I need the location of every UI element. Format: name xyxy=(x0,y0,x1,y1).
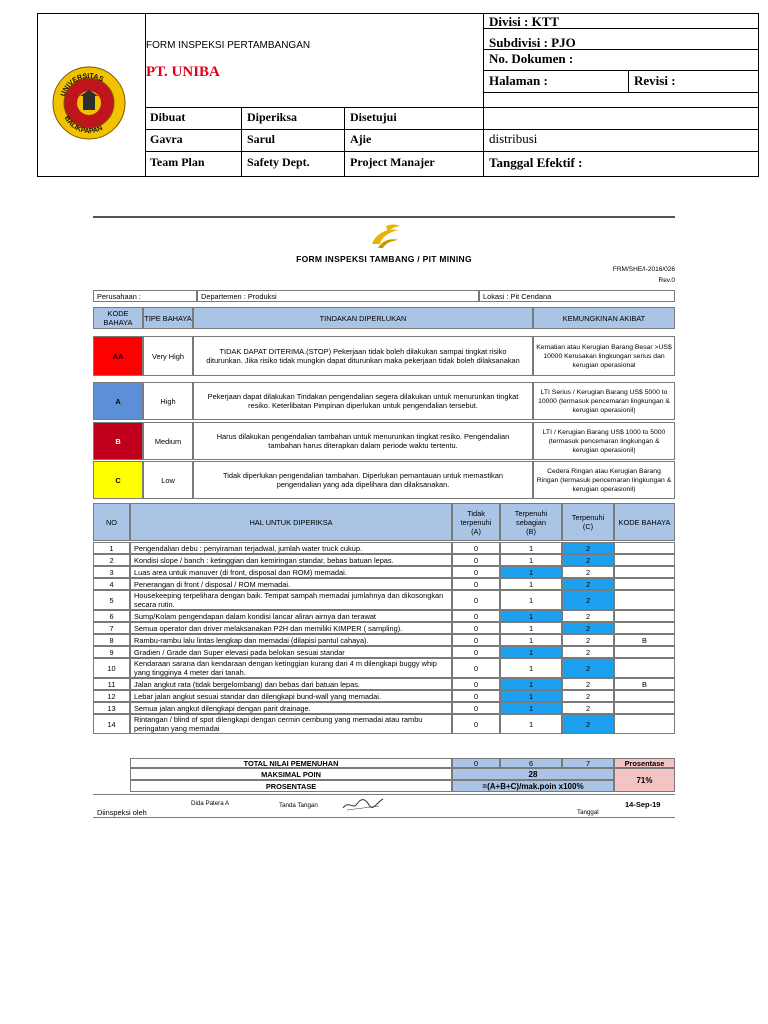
item-text: Housekeeping terpelihara dengan baik. Tempat sampah memadai jumlahnya dan dikosongkan secara rutin. xyxy=(130,590,452,610)
item-text: Semua operator dan driver melaksanakan P2H dan memiliki KIMPER ( sampling). xyxy=(130,622,452,634)
item-text: Rintangan / blind of spot dilengkapi dengan cermin cembung yang memadai atau rambu peringatan yang memadai xyxy=(130,714,452,734)
signature-label: Tanda Tangan xyxy=(279,802,318,809)
item-score-a: 0 xyxy=(452,590,500,610)
item-kode xyxy=(614,610,675,622)
item-score-b: 1 xyxy=(500,702,562,714)
inspector-name: Dida Patera A xyxy=(191,800,230,807)
item-score-c: 2 xyxy=(562,690,614,702)
item-score-b: 1 xyxy=(500,714,562,734)
item-score-b: 1 xyxy=(500,646,562,658)
item-score-b: 1 xyxy=(500,610,562,622)
item-no: 4 xyxy=(93,578,130,590)
item-score-c: 2 xyxy=(562,566,614,578)
item-score-c: 2 xyxy=(562,714,614,734)
table-header-no: NO xyxy=(93,503,130,541)
table-header-b: Terpenuhi sebagian (B) xyxy=(500,503,562,541)
item-kode xyxy=(614,590,675,610)
item-score-c: 2 xyxy=(562,622,614,634)
university-logo xyxy=(52,66,126,140)
divisi: Divisi : KTT xyxy=(489,14,560,29)
risk-action: Harus dilakukan pengendalian tambahan untuk menurunkan tingkat resiko. Pengendalian tambahan harus diterapkan dalam periode waktu tertentu. xyxy=(193,422,533,460)
no-dokumen: No. Dokumen : xyxy=(489,51,574,66)
risk-action: TIDAK DAPAT DITERIMA.(STOP) Pekerjaan tidak boleh dilakukan sampai tingkat risiko diturunkan. Jika risiko tidak mungkin dapat diturunkan maka pekerjaan tidak boleh dilaksanakan xyxy=(193,336,533,376)
item-kode xyxy=(614,542,675,554)
item-no: 7 xyxy=(93,622,130,634)
item-score-c: 2 xyxy=(562,634,614,646)
risk-header-tipe: TIPE BAHAYA xyxy=(143,307,193,329)
distribusi: distribusi xyxy=(489,131,538,146)
tanggal-label: Tanggal xyxy=(577,809,599,816)
item-score-c: 2 xyxy=(562,658,614,678)
prosentase-value: 71% xyxy=(614,768,675,792)
item-kode xyxy=(614,702,675,714)
item-text: Jalan angkut rata (tidak bergelombang) dan bebas dari batuan lepas. xyxy=(130,678,452,690)
risk-code: B xyxy=(93,422,143,460)
item-kode xyxy=(614,690,675,702)
doc-code: FRM/SHE/I-2016/026 xyxy=(612,266,675,273)
approval-header-dibuat: Dibuat xyxy=(150,110,186,124)
item-kode: B xyxy=(614,678,675,690)
document-header xyxy=(37,13,759,177)
max-value: 28 xyxy=(452,768,614,780)
item-score-a: 0 xyxy=(452,610,500,622)
item-no: 10 xyxy=(93,658,130,678)
item-score-b: 1 xyxy=(500,590,562,610)
item-score-a: 0 xyxy=(452,690,500,702)
total-b: 6 xyxy=(500,758,562,768)
item-score-b: 1 xyxy=(500,566,562,578)
revisi: Revisi : xyxy=(634,73,676,88)
risk-consequence: LTI / Kerugian Barang US$ 1000 to 5000 (termasuk pencemaran lingkungan & kerugian operasionil) xyxy=(533,422,675,460)
item-score-c: 2 xyxy=(562,610,614,622)
item-text: Kendaraan sarana dan kendaraan dengan ketinggian kurang dari 4 m dilengkapi buggy whip yang tingginya 4 meter dari tanah. xyxy=(130,658,452,678)
inspection-date: 14-Sep-19 xyxy=(625,800,661,809)
item-text: Gradien / Grade dan Super elevasi pada belokan sesuai standar xyxy=(130,646,452,658)
item-kode: B xyxy=(614,634,675,646)
item-score-c: 2 xyxy=(562,702,614,714)
item-score-b: 1 xyxy=(500,578,562,590)
form-heading: FORM INSPEKSI TAMBANG / PIT MINING xyxy=(296,254,472,264)
form-title: FORM INSPEKSI PERTAMBANGAN xyxy=(146,40,311,51)
item-score-b: 1 xyxy=(500,622,562,634)
halaman: Halaman : xyxy=(489,73,548,88)
risk-type: High xyxy=(143,382,193,420)
item-text: Sump/Kolam pengendapan dalam kondisi lancar aliran airnya dan terawat xyxy=(130,610,452,622)
item-score-b: 1 xyxy=(500,658,562,678)
item-no: 9 xyxy=(93,646,130,658)
table-header-a: Tidak terpenuhi (A) xyxy=(452,503,500,541)
approval-name-diperiksa: Sarul xyxy=(247,132,276,146)
item-text: Penerangan di front / disposal / ROM memadai. xyxy=(130,578,452,590)
item-score-a: 0 xyxy=(452,678,500,690)
approval-role-diperiksa: Safety Dept. xyxy=(247,155,310,169)
signature-mark xyxy=(341,796,385,817)
max-label: MAKSIMAL POIN xyxy=(130,768,452,780)
pct-formula: =(A+B+C)/mak.poin x100% xyxy=(452,780,614,792)
pct-label: PROSENTASE xyxy=(130,780,452,792)
item-text: Lebar jalan angkut sesuai standar dan dilengkapi bund-wall yang memadai. xyxy=(130,690,452,702)
item-score-a: 0 xyxy=(452,542,500,554)
risk-code: AA xyxy=(93,336,143,376)
item-kode xyxy=(614,578,675,590)
table-header-item: HAL UNTUK DIPERIKSA xyxy=(130,503,452,541)
risk-header-kode: KODE BAHAYA xyxy=(93,307,143,329)
inspection-form xyxy=(93,216,675,818)
item-score-a: 0 xyxy=(452,702,500,714)
approval-role-disetujui: Project Manajer xyxy=(350,155,435,169)
item-kode xyxy=(614,658,675,678)
item-score-b: 1 xyxy=(500,542,562,554)
item-no: 2 xyxy=(93,554,130,566)
item-text: Kondisi slope / banch : ketinggian dan kemiringan standar, bebas batuan lepas. xyxy=(130,554,452,566)
approval-name-disetujui: Ajie xyxy=(350,132,372,146)
item-score-b: 1 xyxy=(500,554,562,566)
risk-consequence: LTI Serius / Kerugian Barang US$ 5000 to 10000 (termasuk pencemaran lingkungan & kerugian operasionil) xyxy=(533,382,675,420)
item-no: 1 xyxy=(93,542,130,554)
total-label: TOTAL NILAI PEMENUHAN xyxy=(130,758,452,768)
risk-type: Medium xyxy=(143,422,193,460)
approval-name-dibuat: Gavra xyxy=(150,132,183,146)
item-text: Rambu-rambu lalu lintas lengkap dan memadai (dilapisi pantul cahaya). xyxy=(130,634,452,646)
item-score-a: 0 xyxy=(452,578,500,590)
item-score-a: 0 xyxy=(452,622,500,634)
item-text: Pengendalian debu : penyiraman terjadwal, jumlah water truck cukup. xyxy=(130,542,452,554)
item-score-a: 0 xyxy=(452,634,500,646)
perusahaan-field: Perusahaan : xyxy=(93,290,197,302)
risk-code: C xyxy=(93,461,143,499)
tanggal-efektif: Tanggal Efektif : xyxy=(489,155,583,170)
total-c: 7 xyxy=(562,758,614,768)
item-score-b: 1 xyxy=(500,690,562,702)
item-score-c: 2 xyxy=(562,590,614,610)
risk-action: Tidak diperlukan pengendalian tambahan. Diperlukan pemantauan untuk memastikan pengendalian yang ada dipelihara dan dilaksanakan. xyxy=(193,461,533,499)
table-header-c: Terpenuhi (C) xyxy=(562,503,614,541)
departemen-field: Departemen : Produksi xyxy=(197,290,479,302)
item-no: 12 xyxy=(93,690,130,702)
item-no: 6 xyxy=(93,610,130,622)
item-text: Semua jalan angkut dilengkapi dengan parit drainage. xyxy=(130,702,452,714)
item-no: 11 xyxy=(93,678,130,690)
risk-header-tindakan: TINDAKAN DIPERLUKAN xyxy=(193,307,533,329)
item-no: 8 xyxy=(93,634,130,646)
item-score-c: 2 xyxy=(562,542,614,554)
item-score-c: 2 xyxy=(562,678,614,690)
item-kode xyxy=(614,646,675,658)
approval-role-dibuat: Team Plan xyxy=(150,155,205,169)
item-kode xyxy=(614,622,675,634)
approval-header-diperiksa: Diperiksa xyxy=(247,110,298,124)
company-name: PT. UNIBA xyxy=(146,64,220,80)
company-logo-icon xyxy=(368,224,402,255)
risk-type: Very High xyxy=(143,336,193,376)
item-no: 3 xyxy=(93,566,130,578)
risk-code: A xyxy=(93,382,143,420)
item-no: 13 xyxy=(93,702,130,714)
lokasi-field: Lokasi : Pit Cendana xyxy=(479,290,675,302)
item-kode xyxy=(614,566,675,578)
risk-action: Pekerjaan dapat dilakukan Tindakan pengendalian segera dilakukan untuk menurunkan tingkat resiko. Keterlibatan Pimpinan diperlukan untuk pengendalian tersebut. xyxy=(193,382,533,420)
item-no: 14 xyxy=(93,714,130,734)
item-score-c: 2 xyxy=(562,578,614,590)
table-header-kode: KODE BAHAYA xyxy=(614,503,675,541)
revision: Rev.0 xyxy=(658,277,675,284)
item-score-a: 0 xyxy=(452,658,500,678)
item-score-a: 0 xyxy=(452,554,500,566)
item-score-b: 1 xyxy=(500,678,562,690)
item-score-a: 0 xyxy=(452,714,500,734)
risk-consequence: Cedera Ringan atau Kerugian Barang Ringan (termasuk pencemaran lingkungan & kerugian operasionil) xyxy=(533,461,675,499)
item-kode xyxy=(614,554,675,566)
svg-text:BALIKPAPAN: BALIKPAPAN xyxy=(62,115,104,136)
item-score-a: 0 xyxy=(452,646,500,658)
diinspeksi-label: Diinspeksi oleh xyxy=(97,808,147,817)
risk-consequence: Kematian atau Kerugian Barang Besar >US$ 10000 Kerusakan lingkungan serius dan kerugian operasional xyxy=(533,336,675,376)
item-text: Luas area untuk manuver (di front, disposal dan ROM) memadai. xyxy=(130,566,452,578)
item-score-a: 0 xyxy=(452,566,500,578)
prosentase-label: Prosentase xyxy=(614,758,675,768)
risk-type: Low xyxy=(143,461,193,499)
item-score-c: 2 xyxy=(562,554,614,566)
item-score-c: 2 xyxy=(562,646,614,658)
item-kode xyxy=(614,714,675,734)
approval-header-disetujui: Disetujui xyxy=(350,110,397,124)
svg-text:UNIVERSITAS: UNIVERSITAS xyxy=(59,72,105,98)
item-score-b: 1 xyxy=(500,634,562,646)
risk-header-akibat: KEMUNGKINAN AKIBAT xyxy=(533,307,675,329)
total-a: 0 xyxy=(452,758,500,768)
subdivisi: Subdivisi : PJO xyxy=(489,35,576,50)
item-no: 5 xyxy=(93,590,130,610)
